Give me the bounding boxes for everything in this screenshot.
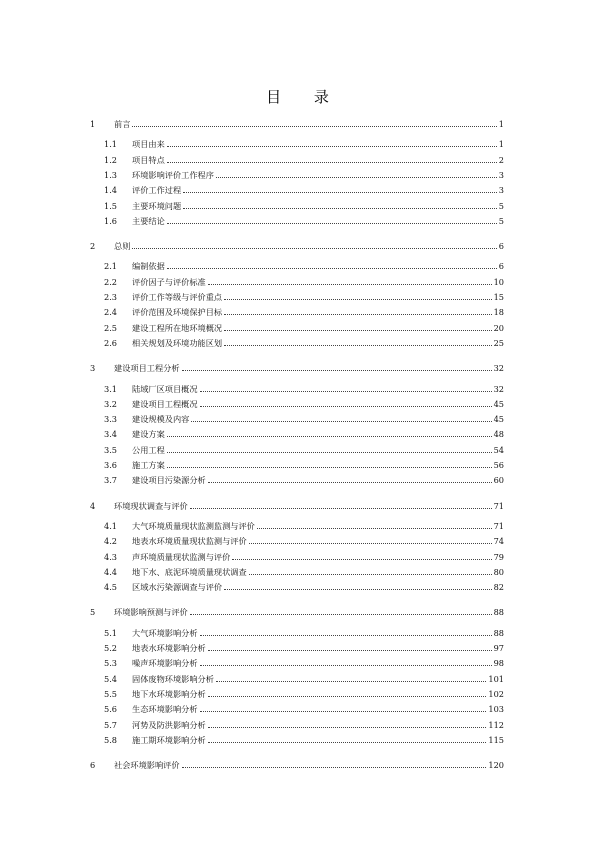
- toc-section-row[interactable]: [104, 427, 504, 440]
- toc-title: 区域水污染源调查与评价: [132, 582, 223, 593]
- toc-section-row[interactable]: [104, 259, 504, 272]
- dot-leader: [208, 482, 492, 483]
- toc-section-row[interactable]: [104, 641, 504, 654]
- dot-leader: [167, 146, 497, 147]
- toc-section-row[interactable]: [104, 382, 504, 395]
- toc-chapter-row[interactable]: [90, 117, 504, 130]
- toc-title: 评价工作等级与评价重点: [132, 292, 223, 302]
- toc-page-number: 97: [493, 643, 504, 653]
- toc-section-row[interactable]: [104, 565, 504, 578]
- toc-number: 3.6: [104, 460, 118, 470]
- dot-leader: [190, 614, 492, 615]
- dot-leader: [200, 635, 492, 636]
- toc-section-row[interactable]: [104, 290, 504, 303]
- toc-section-row[interactable]: [104, 519, 504, 532]
- dot-leader: [249, 574, 492, 575]
- toc-title: 声环境质量现状监测与评价: [132, 551, 231, 562]
- toc-number: 2.3: [104, 292, 118, 302]
- toc-number: 5.8: [104, 734, 118, 745]
- dot-leader: [167, 467, 492, 468]
- toc-chapter-row[interactable]: [90, 605, 504, 618]
- toc-number: 2: [90, 241, 96, 252]
- toc-page-number: 1: [498, 119, 504, 129]
- toc-page-number: 112: [488, 719, 504, 730]
- toc-title: 大气环境影响分析: [132, 627, 198, 638]
- page-title: 目 录: [266, 88, 343, 106]
- dot-leader: [132, 248, 496, 249]
- dot-leader: [183, 208, 497, 209]
- dot-leader: [208, 284, 492, 285]
- toc-page-number: 120: [488, 760, 504, 771]
- toc-page-number: 60: [493, 475, 504, 486]
- toc-number: 4.1: [104, 520, 118, 531]
- dot-leader: [200, 711, 487, 712]
- toc-title: 公用工程: [132, 444, 165, 455]
- dot-leader: [191, 421, 491, 422]
- toc-title: 施工方案: [132, 460, 165, 470]
- dot-leader: [167, 162, 497, 163]
- dot-leader: [182, 767, 487, 768]
- toc-section-row[interactable]: [104, 656, 504, 669]
- toc-number: 5.1: [104, 627, 118, 638]
- toc-number: 2.6: [104, 337, 118, 348]
- toc-title: 环境影响评价工作程序: [132, 169, 214, 180]
- toc-page-number: 5: [498, 215, 504, 226]
- dot-leader: [208, 696, 487, 697]
- toc-page-number: 20: [493, 322, 504, 333]
- toc-number: 3.5: [104, 444, 118, 455]
- toc-title: 建设方案: [132, 429, 165, 440]
- toc-number: 3.4: [104, 429, 118, 440]
- toc-title: 地下水、底泥环境质量现状调查: [132, 566, 247, 577]
- toc-number: 6: [90, 760, 96, 771]
- toc-page-number: 56: [493, 460, 504, 470]
- toc-section-row[interactable]: [104, 183, 504, 196]
- toc-number: 1.3: [104, 169, 118, 180]
- toc-title: 主要结论: [132, 215, 165, 226]
- dot-leader: [182, 370, 492, 371]
- toc-number: 5.2: [104, 643, 118, 653]
- dot-leader: [132, 126, 496, 127]
- toc-number: 5.5: [104, 688, 118, 699]
- toc-title: 噪声环境影响分析: [132, 658, 198, 669]
- toc-page-number: 102: [488, 688, 504, 699]
- toc-number: 3.7: [104, 475, 118, 486]
- toc-title: 评价工作过程: [132, 185, 182, 196]
- toc-page-number: 32: [493, 383, 504, 394]
- toc-section-row[interactable]: [104, 321, 504, 334]
- toc-section-row[interactable]: [104, 305, 504, 318]
- toc-section-row[interactable]: [104, 336, 504, 349]
- toc-section-row[interactable]: [104, 534, 504, 547]
- toc-page-number: 82: [493, 582, 504, 593]
- dot-leader: [216, 681, 486, 682]
- toc-page-number: 48: [493, 429, 504, 440]
- toc-page-number: 101: [488, 673, 504, 684]
- toc-page-number: 3: [498, 185, 504, 196]
- toc-number: 4.5: [104, 582, 118, 593]
- toc-section-row[interactable]: [104, 397, 504, 410]
- dot-leader: [224, 330, 492, 331]
- dot-leader: [208, 742, 487, 743]
- toc-number: 3.3: [104, 414, 118, 425]
- toc-title: 项目特点: [132, 154, 165, 165]
- toc-number: 5.4: [104, 673, 118, 684]
- toc-page-number: 10: [493, 276, 504, 287]
- dot-leader: [167, 268, 497, 269]
- toc-title: 地表水环境影响分析: [132, 643, 206, 653]
- toc-title: 建设工程所在地环境概况: [132, 322, 223, 333]
- dot-leader: [200, 406, 492, 407]
- toc-title: 生态环境影响分析: [132, 704, 198, 715]
- toc-number: 4.2: [104, 536, 118, 547]
- toc-section-row[interactable]: [104, 672, 504, 685]
- toc-number: 1.4: [104, 185, 118, 196]
- toc-number: 1.5: [104, 200, 118, 211]
- toc-title: 评价因子与评价标准: [132, 276, 206, 287]
- toc-page-number: 25: [493, 337, 504, 348]
- toc-chapter-row[interactable]: [90, 499, 504, 512]
- toc-title: 建设项目工程分析: [114, 363, 180, 374]
- toc-title: 项目由来: [132, 139, 165, 150]
- toc-page-number: 103: [488, 704, 504, 715]
- toc-number: 1: [90, 119, 96, 129]
- toc-title: 总则: [114, 241, 131, 252]
- dot-leader: [249, 543, 492, 544]
- dot-leader: [183, 192, 497, 193]
- toc-page-number: 1: [498, 139, 504, 150]
- toc-section-row[interactable]: [104, 550, 504, 563]
- dot-leader: [224, 345, 492, 346]
- dot-leader: [200, 665, 492, 666]
- toc-page-number: 6: [498, 261, 504, 272]
- toc-page-number: 80: [493, 566, 504, 577]
- toc-section-row[interactable]: [104, 168, 504, 181]
- toc-section-row[interactable]: [104, 733, 504, 746]
- toc-section-row[interactable]: [104, 687, 504, 700]
- toc-chapter-row[interactable]: [90, 361, 504, 374]
- toc-number: 5.6: [104, 704, 118, 715]
- dot-leader: [224, 299, 492, 300]
- toc-number: 4: [90, 500, 96, 511]
- toc-page-number: 98: [493, 658, 504, 669]
- dot-leader: [200, 391, 492, 392]
- toc-page-number: 15: [493, 292, 504, 302]
- toc-title: 建设项目工程概况: [132, 398, 198, 409]
- toc-number: 2.2: [104, 276, 118, 287]
- toc-title: 建设项目污染源分析: [132, 475, 206, 486]
- toc-number: 4.3: [104, 551, 118, 562]
- toc-page-number: 32: [493, 363, 504, 374]
- dot-leader: [224, 314, 492, 315]
- toc-section-row[interactable]: [104, 137, 504, 150]
- toc-title: 主要环境问题: [132, 200, 182, 211]
- toc-section-row[interactable]: [104, 275, 504, 288]
- toc-number: 5.3: [104, 658, 118, 669]
- toc-title: 建设规模及内容: [132, 414, 190, 425]
- toc-page-number: 45: [493, 414, 504, 425]
- toc-section-row[interactable]: [104, 214, 504, 227]
- toc-section-row[interactable]: [104, 718, 504, 731]
- toc-title: 河势及防洪影响分析: [132, 719, 206, 730]
- toc-section-row[interactable]: [104, 580, 504, 593]
- toc-title: 编制依据: [132, 261, 165, 272]
- toc-title: 环境现状调查与评价: [114, 500, 188, 511]
- dot-leader: [232, 559, 491, 560]
- toc-title: 陆域厂区项目概况: [132, 383, 198, 394]
- toc-section-row[interactable]: [104, 702, 504, 715]
- dot-leader: [216, 177, 497, 178]
- toc-number: 2.1: [104, 261, 118, 272]
- toc-number: 1.6: [104, 215, 118, 226]
- toc-number: 3.2: [104, 398, 118, 409]
- toc-page-number: 5: [498, 200, 504, 211]
- toc-page-number: 115: [488, 734, 504, 745]
- toc-chapter-row[interactable]: [90, 239, 504, 252]
- toc-section-row[interactable]: [104, 443, 504, 456]
- toc-title: 前言: [114, 119, 131, 129]
- toc-title: 大气环境质量现状监测监测与评价: [132, 520, 255, 531]
- toc-title: 社会环境影响评价: [114, 760, 180, 771]
- toc-number: 2.5: [104, 322, 118, 333]
- toc-number: 1.2: [104, 154, 118, 165]
- toc-number: 2.4: [104, 307, 118, 318]
- dot-leader: [190, 508, 492, 509]
- toc-section-row[interactable]: [104, 473, 504, 486]
- toc-number: 3.1: [104, 383, 118, 394]
- dot-leader: [167, 223, 497, 224]
- toc-title: 施工期环境影响分析: [132, 734, 206, 745]
- toc-page-number: 88: [493, 627, 504, 638]
- toc-page-number: 18: [493, 307, 504, 318]
- toc-page-number: 88: [493, 607, 504, 618]
- toc-page-number: 79: [493, 551, 504, 562]
- toc-page-number: 71: [493, 520, 504, 531]
- toc-page-number: 71: [493, 500, 504, 511]
- toc-section-row[interactable]: [104, 412, 504, 425]
- toc-title: 相关规划及环境功能区划: [132, 337, 223, 348]
- toc-number: 5.7: [104, 719, 118, 730]
- toc-page-number: 3: [498, 169, 504, 180]
- dot-leader: [208, 727, 487, 728]
- toc-number: 3: [90, 363, 96, 374]
- toc-number: 5: [90, 607, 96, 618]
- dot-leader: [208, 650, 492, 651]
- toc-page-number: 6: [498, 241, 504, 252]
- toc-page-number: 74: [493, 536, 504, 547]
- toc-title: 评价范围及环境保护目标: [132, 307, 223, 318]
- toc-number: 1.1: [104, 139, 118, 150]
- toc-section-row[interactable]: [104, 199, 504, 212]
- toc-title: 环境影响预测与评价: [114, 607, 188, 618]
- toc-title: 固体废物环境影响分析: [132, 673, 214, 684]
- dot-leader: [257, 528, 492, 529]
- toc-page-number: 54: [493, 444, 504, 455]
- dot-leader: [167, 436, 492, 437]
- dot-leader: [224, 589, 492, 590]
- toc-page-number: 2: [498, 154, 504, 165]
- toc-chapter-row[interactable]: [90, 758, 504, 771]
- toc-section-row[interactable]: [104, 153, 504, 166]
- toc-page-number: 45: [493, 398, 504, 409]
- dot-leader: [167, 452, 492, 453]
- toc-title: 地下水环境影响分析: [132, 688, 206, 699]
- toc-number: 4.4: [104, 566, 118, 577]
- toc-section-row[interactable]: [104, 458, 504, 471]
- toc-title: 地表水环境质量现状监测与评价: [132, 536, 247, 547]
- toc-section-row[interactable]: [104, 626, 504, 639]
